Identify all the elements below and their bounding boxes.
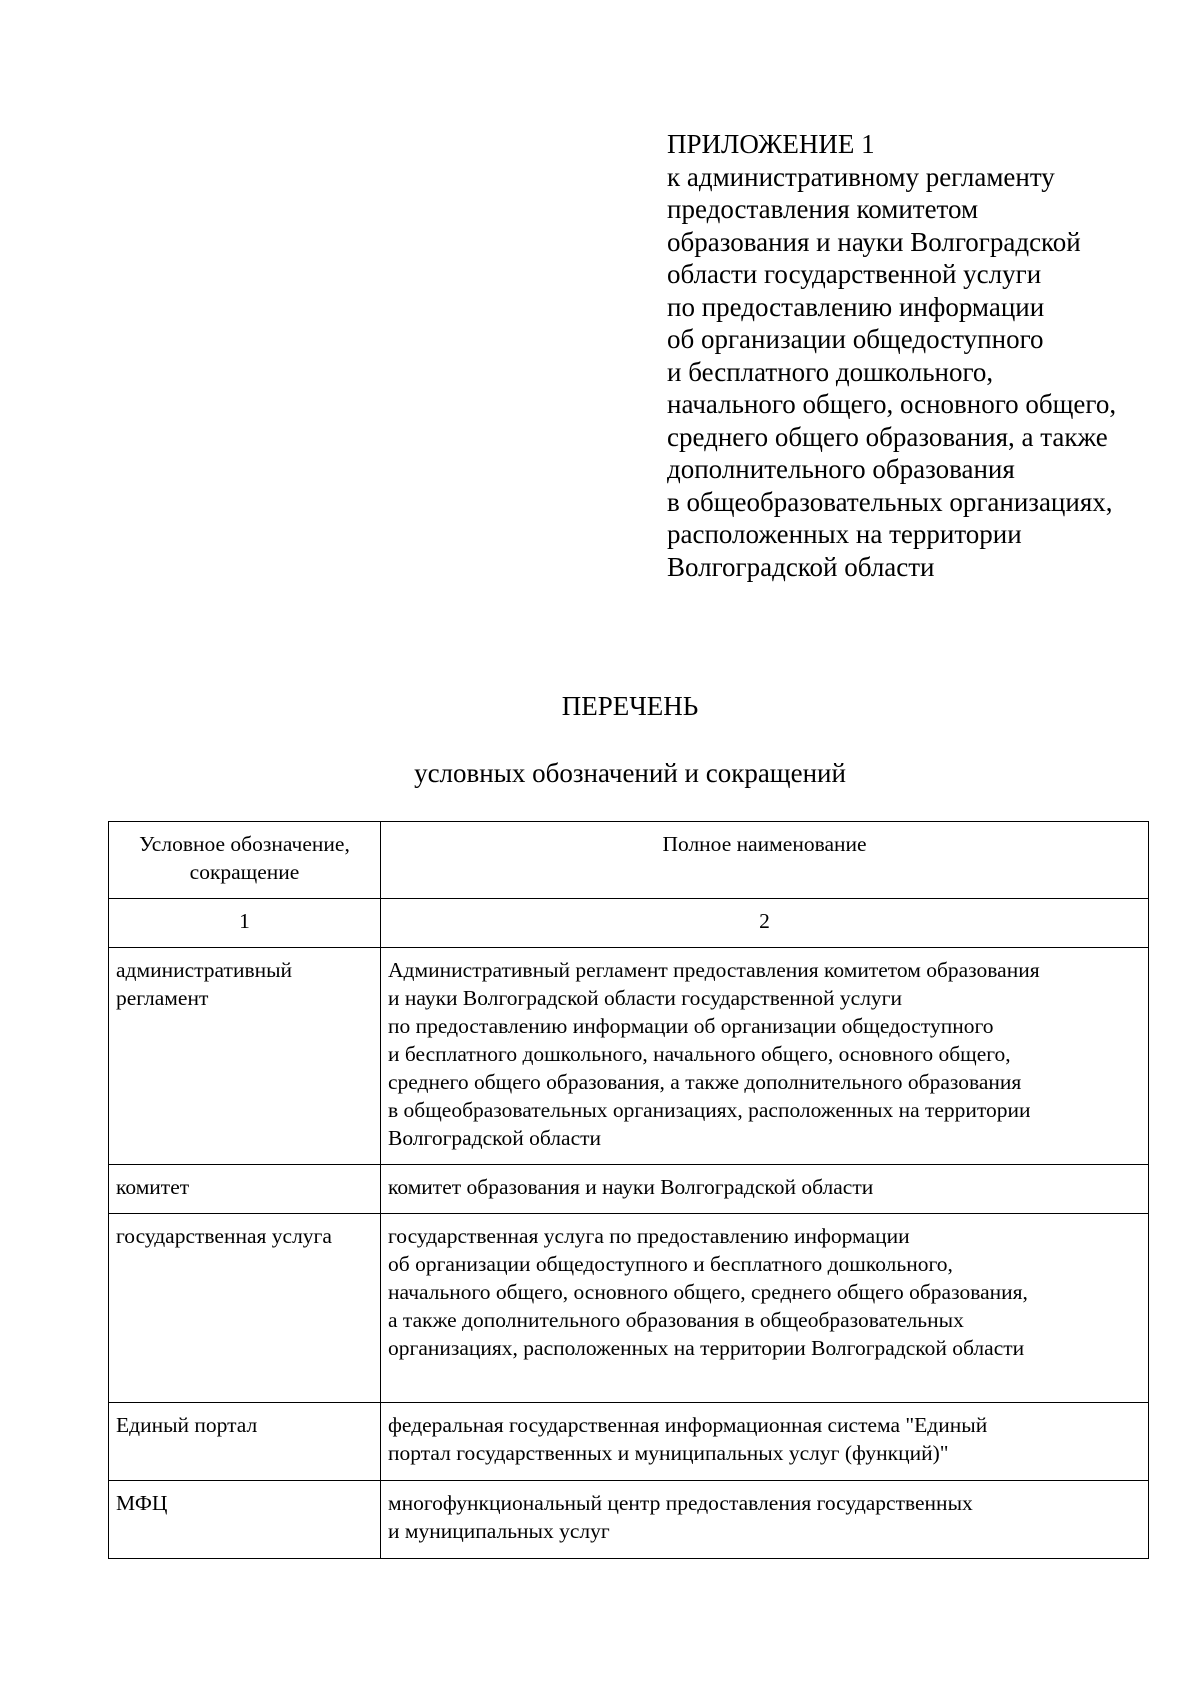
definition-line: государственная услуга по предоставлению информации (388, 1224, 910, 1248)
appendix-line: по предоставлению информации (667, 291, 1045, 322)
table-row (109, 948, 1149, 1165)
appendix-line: Волгоградской области (667, 551, 935, 582)
term-cell (109, 948, 381, 1165)
table-number-row (109, 899, 1149, 948)
header-definition-line: Полное наименование (662, 832, 867, 856)
definition-cell (381, 948, 1149, 1165)
table-row (109, 1403, 1149, 1481)
header-cell-term (109, 822, 381, 899)
abbreviations-table (108, 821, 1149, 1559)
definition-line: по предоставлению информации об организации общедоступного (388, 1014, 994, 1038)
definition-line: комитет образования и науки Волгоградской области (388, 1175, 874, 1199)
definition-line: а также дополнительного образования в общеобразовательных (388, 1308, 964, 1332)
term-line: комитет (116, 1175, 190, 1199)
term-cell (109, 1214, 381, 1403)
appendix-line: и бесплатного дошкольного, (667, 356, 994, 387)
appendix-line: начального общего, основного общего, (667, 389, 1117, 419)
number-cell-1: 1 (109, 899, 381, 948)
term-line: регламент (116, 986, 209, 1010)
header-cell-definition (381, 822, 1149, 899)
document-subtitle: условных обозначений и сокращений (414, 758, 846, 788)
appendix-line: области государственной услуги (667, 259, 1042, 289)
definition-line: среднего общего образования, а также дополнительного образования (388, 1070, 1022, 1094)
appendix-title: ПРИЛОЖЕНИЕ 1 (667, 129, 875, 159)
table-row (109, 1214, 1149, 1403)
term-line: МФЦ (116, 1491, 168, 1515)
definition-line: организациях, расположенных на территории Волгоградской области (388, 1336, 1025, 1360)
definition-line: и бесплатного дошкольного, начального общего, основного общего, (388, 1042, 1011, 1066)
appendix-line: предоставления комитетом (667, 194, 979, 224)
definition-cell (381, 1165, 1149, 1214)
term-cell (109, 1403, 381, 1481)
term-cell (109, 1165, 381, 1214)
definition-line: об организации общедоступного и бесплатного дошкольного, (388, 1252, 953, 1276)
definition-line: Волгоградской области (388, 1126, 602, 1150)
definition-line: федеральная государственная информационная система "Единый (388, 1413, 988, 1437)
definition-cell (381, 1214, 1149, 1403)
table-header-row (109, 822, 1149, 899)
appendix-line: об организации общедоступного (667, 324, 1044, 354)
definition-line: Административный регламент предоставления комитетом образования (388, 958, 1040, 982)
definition-line: многофункциональный центр предоставления государственных (388, 1491, 973, 1515)
appendix-block (667, 128, 1167, 583)
definition-line: в общеобразовательных организациях, расположенных на территории (388, 1098, 1031, 1122)
term-line: административный (116, 958, 293, 982)
table-row (109, 1481, 1149, 1559)
definition-line: и муниципальных услуг (388, 1519, 610, 1543)
appendix-line: к административному регламенту (667, 161, 1055, 192)
definition-line: портал государственных и муниципальных услуг (функций)" (388, 1441, 949, 1465)
definition-line: и науки Волгоградской области государственной услуги (388, 986, 903, 1010)
term-line: Единый портал (116, 1413, 258, 1437)
definition-cell (381, 1403, 1149, 1481)
appendix-line: образования и науки Волгоградской (667, 226, 1081, 257)
appendix-line: в общеобразовательных организациях, (667, 486, 1113, 517)
number-cell-2: 2 (381, 899, 1149, 948)
term-line: государственная услуга (116, 1224, 332, 1248)
definition-cell (381, 1481, 1149, 1559)
appendix-line: расположенных на территории (667, 519, 1022, 549)
header-term-line: сокращение (189, 860, 300, 884)
definition-line: начального общего, основного общего, среднего общего образования, (388, 1280, 1028, 1304)
appendix-line: среднего общего образования, а также (667, 421, 1108, 452)
term-cell (109, 1481, 381, 1559)
header-term-line: Условное обозначение, (139, 832, 350, 856)
table-row (109, 1165, 1149, 1214)
appendix-line: дополнительного образования (667, 454, 1015, 484)
document-title: ПЕРЕЧЕНЬ (561, 691, 699, 721)
